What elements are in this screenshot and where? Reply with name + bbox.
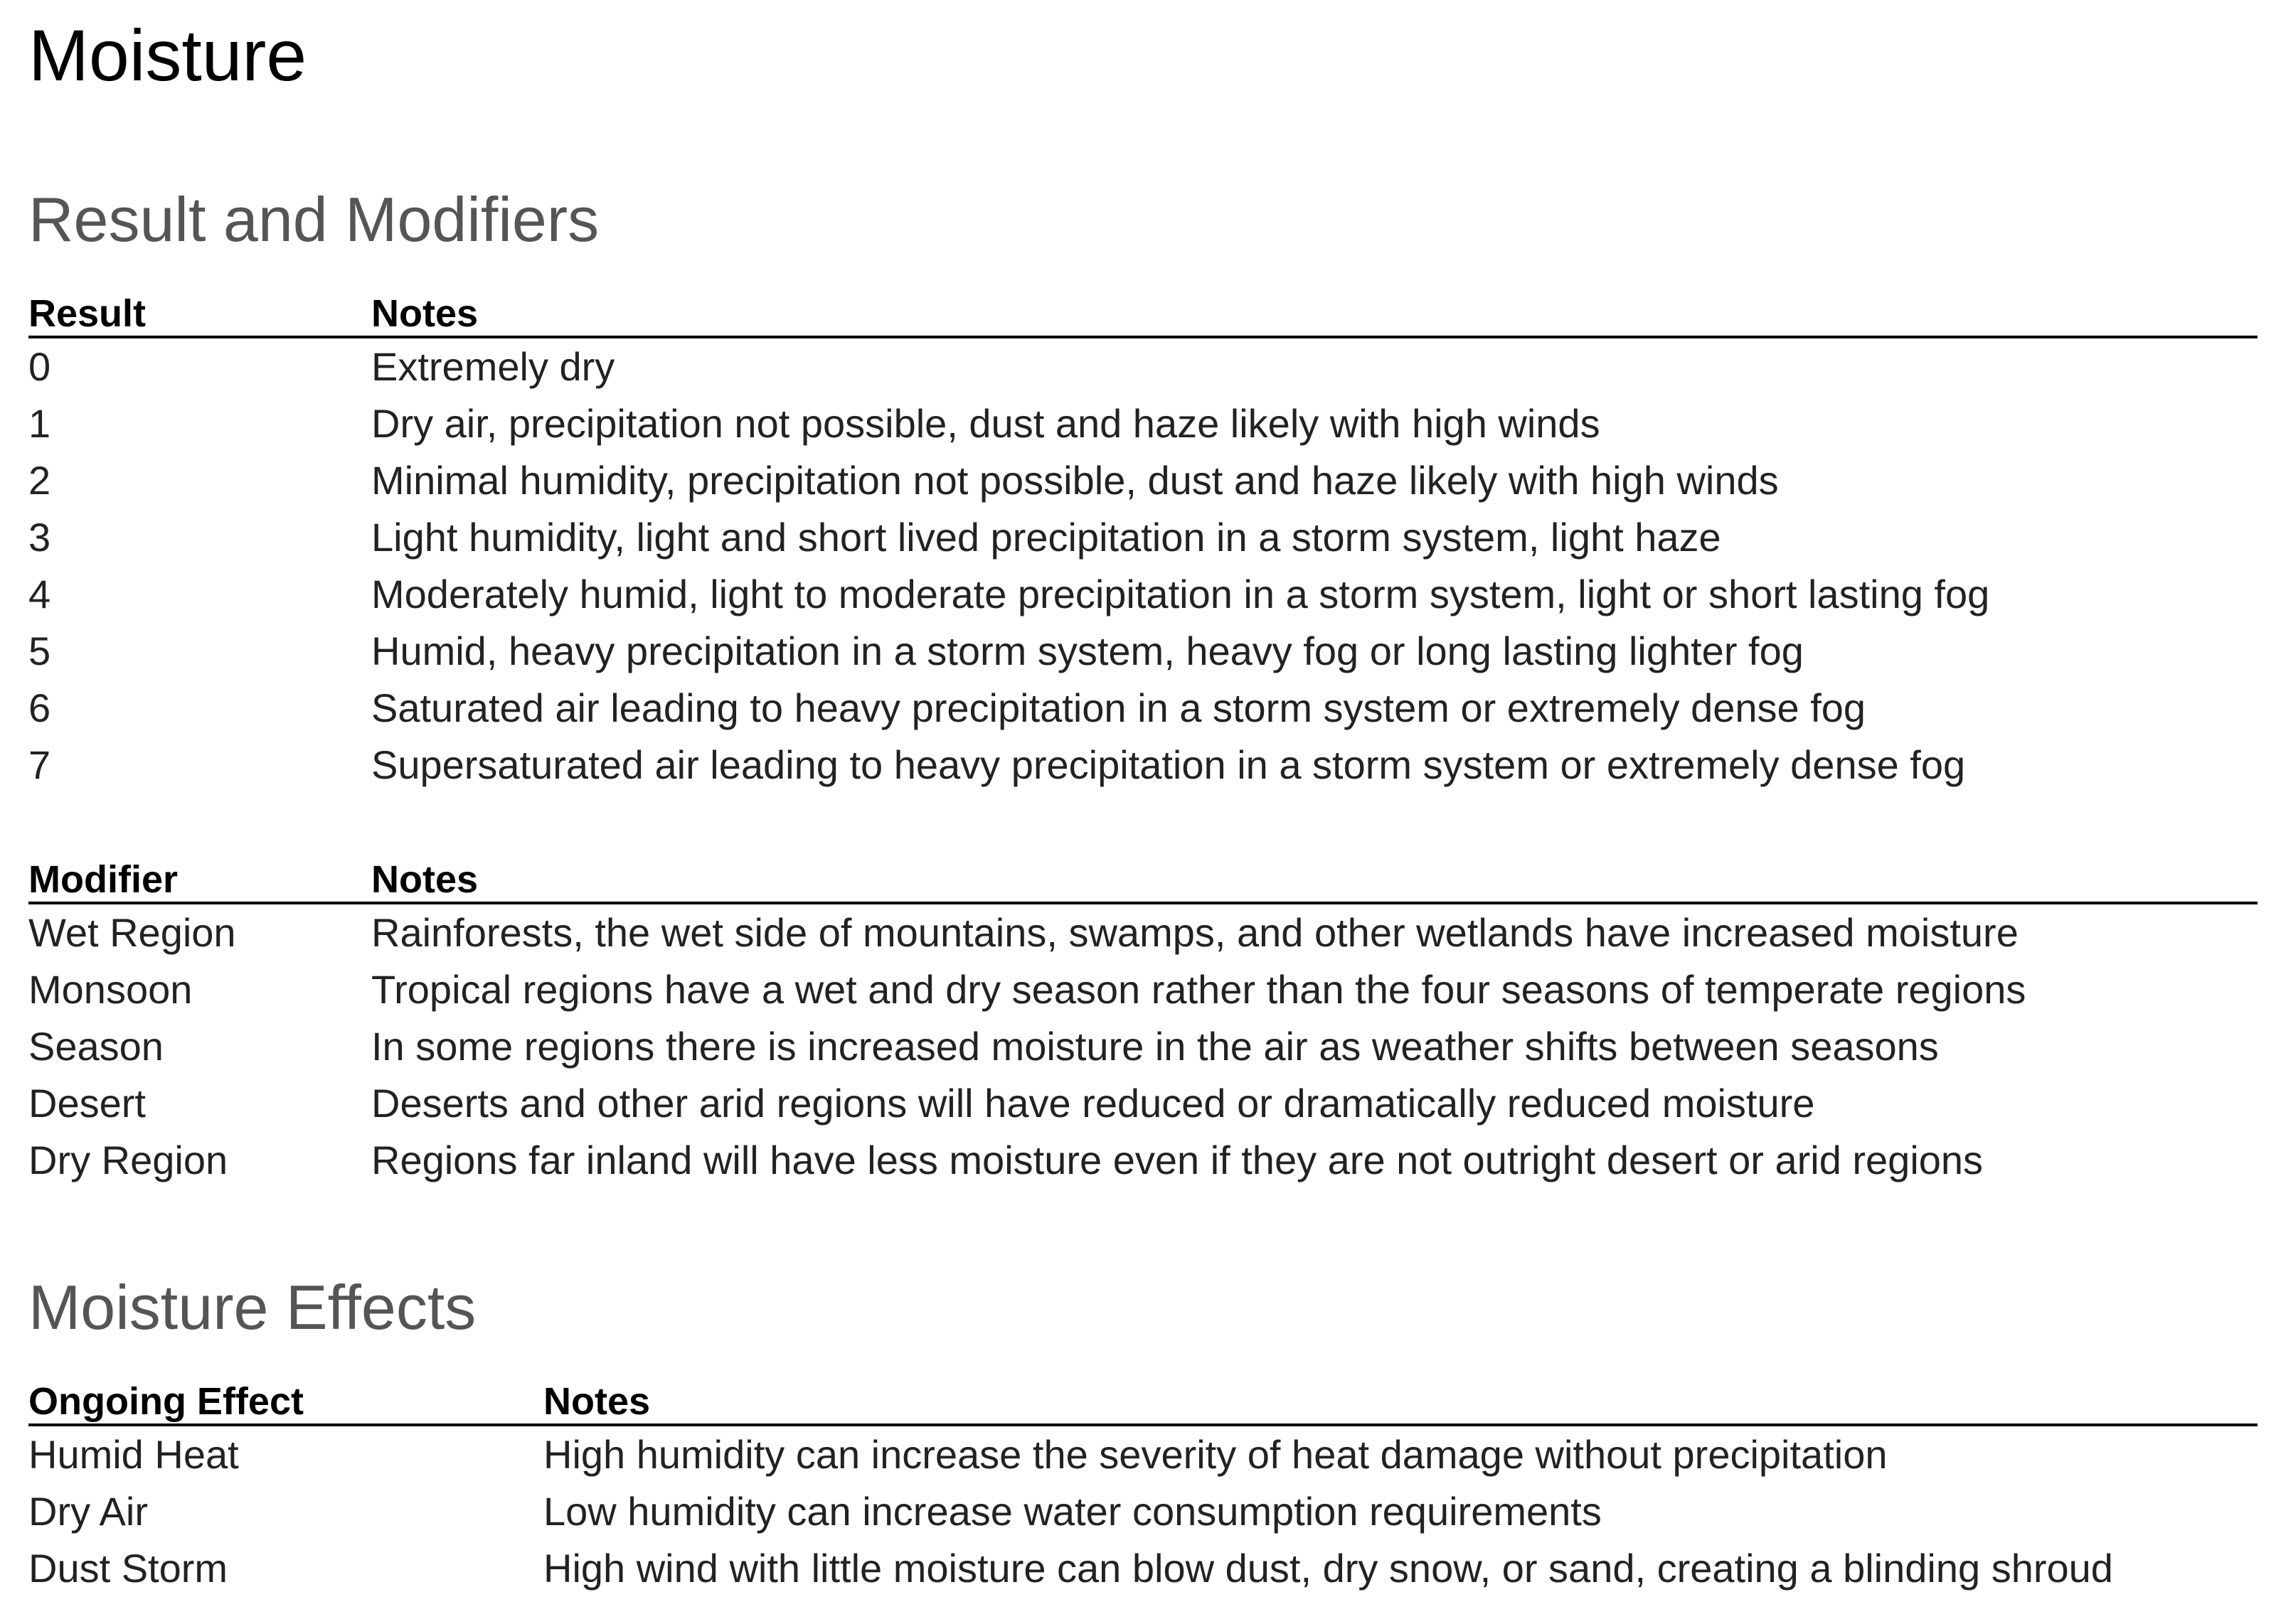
modifier-table: [28, 858, 2258, 1189]
column-header: Modifier: [28, 858, 178, 901]
table-cell: Supersaturated air leading to heavy precipitation in a storm system or extremely dense fog: [371, 742, 1966, 787]
table-cell: 0: [28, 344, 51, 389]
table-cell: Low humidity can increase water consumption requirements: [543, 1489, 1602, 1534]
table-cell: Minimal humidity, precipitation not possible, dust and haze likely with high winds: [371, 458, 1779, 503]
table-row: [28, 566, 2258, 623]
table-cell: Humid, heavy precipitation in a storm system, heavy fog or long lasting lighter fog: [371, 629, 1804, 673]
table-row: [28, 509, 2258, 566]
table-cell: Humid Heat: [28, 1432, 239, 1477]
table-cell: Dry air, precipitation not possible, dust and haze likely with high winds: [371, 401, 1600, 446]
table-cell: In some regions there is increased moisture in the air as weather shifts between seasons: [371, 1024, 1939, 1069]
table-cell: 6: [28, 685, 51, 730]
table-row: [28, 1018, 2258, 1075]
table-cell: Tropical regions have a wet and dry season rather than the four seasons of temperate regions: [371, 967, 2026, 1012]
table-cell: 1: [28, 401, 51, 446]
result-table: [28, 292, 2258, 794]
section-heading-result-and-modifiers: Result and Modifiers: [28, 184, 600, 255]
section-heading-moisture-effects: Moisture Effects: [28, 1272, 477, 1342]
table-cell: 7: [28, 742, 51, 787]
column-header: Ongoing Effect: [28, 1380, 304, 1423]
table-cell: Dust Storm: [28, 1546, 228, 1591]
table-row: [28, 452, 2258, 509]
table-cell: Dry Air: [28, 1489, 148, 1534]
column-header: Notes: [371, 292, 479, 335]
table-cell: Monsoon: [28, 967, 193, 1012]
table-cell: 4: [28, 572, 51, 616]
table-cell: High humidity can increase the severity of heat damage without precipitation: [543, 1432, 1888, 1477]
table-row: [28, 737, 2258, 794]
table-cell: Extremely dry: [371, 344, 615, 389]
table-row: [28, 1075, 2258, 1132]
table-header: [28, 1379, 2258, 1426]
table-cell: Desert: [28, 1081, 146, 1126]
column-header: Notes: [543, 1380, 651, 1423]
table-cell: 3: [28, 515, 51, 560]
table-row: [28, 1132, 2258, 1189]
table-cell: 5: [28, 629, 51, 673]
table-header: [28, 858, 2258, 904]
table-row: [28, 338, 2258, 395]
table-cell: Moderately humid, light to moderate precipitation in a storm system, light or short lasting fog: [371, 572, 1990, 616]
table-cell: Wet Region: [28, 910, 236, 955]
table-cell: Rainforests, the wet side of mountains, swamps, and other wetlands have increased moisture: [371, 910, 2019, 955]
page-title: Moisture: [28, 15, 307, 96]
table-row: [28, 961, 2258, 1018]
column-header: Result: [28, 292, 147, 335]
table-row: [28, 904, 2258, 961]
table-row: [28, 680, 2258, 737]
table-cell: Saturated air leading to heavy precipitation in a storm system or extremely dense fog: [371, 685, 1866, 730]
table-row: [28, 1540, 2258, 1597]
ongoing-effect-table: [28, 1379, 2258, 1597]
table-cell: Deserts and other arid regions will have reduced or dramatically reduced moisture: [371, 1081, 1815, 1126]
table-header: [28, 292, 2258, 338]
table-row: [28, 395, 2258, 452]
table-cell: Dry Region: [28, 1138, 228, 1182]
table-cell: Regions far inland will have less moisture even if they are not outright desert or arid regions: [371, 1138, 1984, 1182]
column-header: Notes: [371, 858, 479, 901]
table-row: [28, 1483, 2258, 1540]
table-cell: High wind with little moisture can blow dust, dry snow, or sand, creating a blinding shroud: [543, 1546, 2113, 1591]
table-row: [28, 1426, 2258, 1483]
table-cell: 2: [28, 458, 51, 503]
table-cell: Light humidity, light and short lived precipitation in a storm system, light haze: [371, 515, 1721, 560]
table-row: [28, 623, 2258, 680]
table-cell: Season: [28, 1024, 164, 1069]
